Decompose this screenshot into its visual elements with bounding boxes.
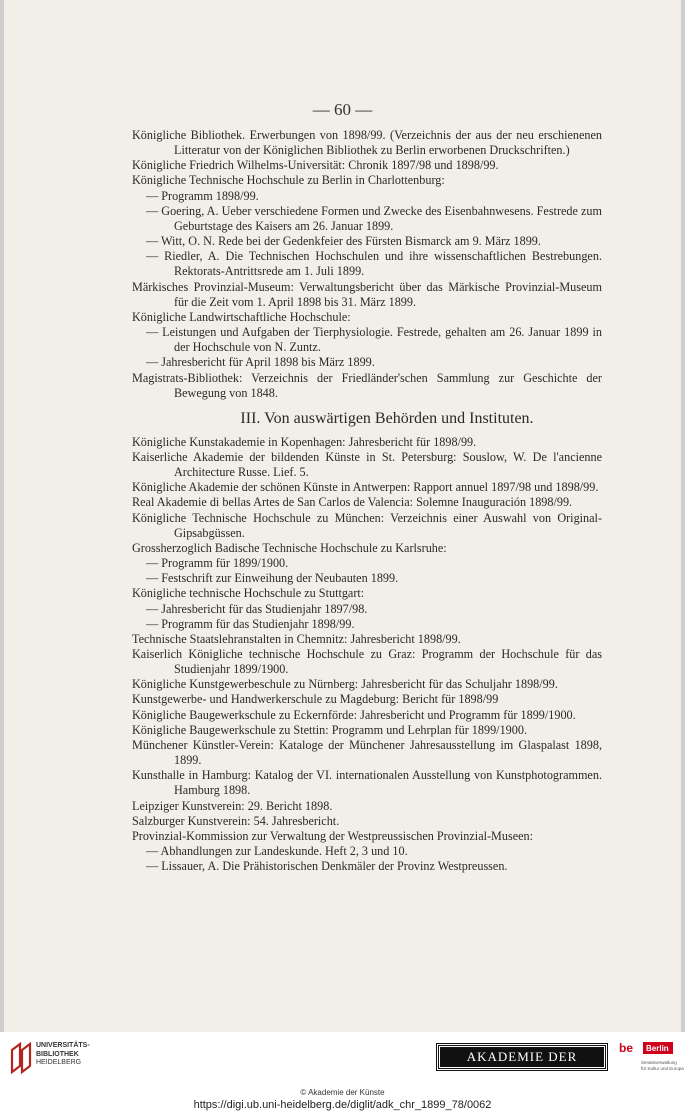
catalog-entry: Königliche Kunstakademie in Kopenhagen: Jahresbericht für 1898/99. bbox=[132, 434, 477, 449]
section-foreign-institutions bbox=[132, 435, 602, 875]
berlin-sub-2: für Kultur und Europa bbox=[641, 1066, 684, 1071]
catalog-entry: Königliche Technische Hochschule zu München: Verzeichnis einer Auswahl von Original-Gipsabgüssen. bbox=[132, 510, 602, 540]
catalog-entry: Münchener Künstler-Verein: Kataloge der Münchener Jahresausstellung im Glaspalast 1898, 1899. bbox=[132, 737, 602, 768]
catalog-entry: Königliche Technische Hochschule zu Berlin in Charlottenburg: bbox=[132, 173, 445, 188]
catalog-entry: Königliche Friedrich Wilhelms-Universität: Chronik 1897/98 und 1898/99. bbox=[132, 158, 499, 173]
sub-entry: — Jahresbericht für das Studienjahr 1897/98. bbox=[146, 601, 368, 616]
copyright-notice: © Akademie der Künste bbox=[300, 1088, 385, 1097]
catalog-entry: Grossherzoglich Badische Technische Hochschule zu Karlsruhe: bbox=[132, 540, 447, 555]
university-line-1: UNIVERSITÄTS- bbox=[36, 1042, 90, 1049]
catalog-entry: Salzburger Kunstverein: 54. Jahresbericht. bbox=[132, 813, 340, 828]
sub-entry: — Leistungen und Aufgaben der Tierphysiologie. Festrede, gehalten am 26. Januar 1899 in der Hochschule von N. Zuntz. bbox=[146, 325, 602, 355]
sub-entry: — Jahresbericht für April 1898 bis März 1899. bbox=[146, 355, 375, 370]
section-berlin-institutions bbox=[132, 128, 602, 401]
catalog-entry: Magistrats-Bibliothek: Verzeichnis der Friedländer'schen Sammlung zur Geschichte der Bewegung von 1848. bbox=[132, 370, 602, 400]
catalog-entry: Leipziger Kunstverein: 29. Bericht 1898. bbox=[132, 798, 333, 813]
catalog-entry: Märkisches Provinzial-Museum: Verwaltungsbericht über das Märkische Provinzial-Museum für die Zeit vom 1. April 1898 bis 31. März 1899. bbox=[132, 279, 602, 309]
university-line-2: BIBLIOTHEK bbox=[36, 1050, 79, 1058]
catalog-entry: Königliche Akademie der schönen Künste in Antwerpen: Rapport annuel 1897/98 und 1898/99. bbox=[132, 480, 599, 495]
sub-entry: — Witt, O. N. Rede bei der Gedenkfeier des Fürsten Bismarck am 9. März 1899. bbox=[146, 234, 541, 249]
document-url-link[interactable]: https://digi.ub.uni-heidelberg.de/diglit/adk_chr_1899_78/0062 bbox=[193, 1099, 492, 1111]
university-library-text bbox=[36, 1042, 90, 1068]
sub-entry: — Riedler, A. Die Technischen Hochschulen und ihre wissenschaftlichen Bestrebungen. Rektorats-Antrittsrede am 1. Juli 1899. bbox=[146, 249, 602, 279]
catalog-entry: Königliche Bibliothek. Erwerbungen von 1898/99. (Verzeichnis der aus der neu erschienenen Litteratur von der Königlichen Bibliothek zu Berlin erworbenen Druckschriften.) bbox=[132, 128, 602, 158]
catalog-entry: Königliche Baugewerkschule zu Stettin: Programm und Lehrplan für 1899/1900. bbox=[132, 722, 527, 737]
catalog-entry: Königliche Kunstgewerbeschule zu Nürnberg: Jahresbericht für das Schuljahr 1898/99. bbox=[132, 677, 558, 692]
sub-entry: — Festschrift zur Einweihung der Neubauten 1899. bbox=[146, 571, 399, 586]
sub-entry: — Programm für 1899/1900. bbox=[146, 556, 289, 571]
catalog-entry: Provinzial-Kommission zur Verwaltung der Westpreussischen Provinzial-Museen: bbox=[132, 828, 534, 843]
berlin-sub-1: Senatsverwaltung bbox=[641, 1060, 677, 1065]
sub-entry: — Goering, A. Ueber verschiedene Formen und Zwecke des Eisenbahnwesens. Festrede zum Geburtstage des Kaisers am 26. Januar 1899. bbox=[146, 203, 602, 233]
catalog-entry: Königliche Landwirtschaftliche Hochschule: bbox=[132, 309, 351, 324]
berlin-senate-logo-icon bbox=[619, 1040, 684, 1080]
catalog-entry: Real Akademie di bellas Artes de San Carlos de Valencia: Solemne Inauguración 1898/99. bbox=[132, 495, 573, 510]
sub-entry: — Lissauer, A. Die Prähistorischen Denkmäler der Provinz Westpreussen. bbox=[146, 859, 508, 874]
catalog-entry: Kaiserliche Akademie der bildenden Künste in St. Petersburg: Souslow, W. De l'ancienne Architecture Russe. Lief. 5. bbox=[132, 449, 602, 480]
section-heading: III. Von auswärtigen Behörden und Instituten. bbox=[240, 409, 534, 427]
catalog-entry: Königliche Baugewerkschule zu Eckernförde: Jahresbericht und Programm für 1899/1900. bbox=[132, 707, 576, 722]
page-number: — 60 — bbox=[312, 100, 373, 119]
berlin-label: Berlin bbox=[646, 1044, 669, 1053]
akademie-der-kuenste-logo[interactable]: AKADEMIE DER KÜNSTE bbox=[437, 1044, 607, 1070]
page-content bbox=[132, 128, 602, 874]
sub-entry: — Abhandlungen zur Landeskunde. Heft 2, 3 und 10. bbox=[146, 844, 408, 859]
catalog-entry: Technische Staatslehranstalten in Chemnitz: Jahresbericht 1898/99. bbox=[132, 631, 461, 646]
scanned-page bbox=[4, 0, 681, 1032]
sub-entry: — Programm für das Studienjahr 1898/99. bbox=[146, 616, 355, 631]
catalog-entry: Kunsthalle in Hamburg: Katalog der VI. internationalen Ausstellung von Kunstphotogrammen. Hamburg 1898. bbox=[132, 768, 602, 798]
university-line-3: HEIDELBERG bbox=[36, 1059, 82, 1066]
catalog-entry: Königliche technische Hochschule zu Stuttgart: bbox=[132, 586, 365, 601]
sub-entry: — Programm 1898/99. bbox=[146, 188, 259, 203]
catalog-entry: Kunstgewerbe- und Handwerkerschule zu Magdeburg: Bericht für 1898/99 bbox=[132, 692, 499, 707]
catalog-entry: Kaiserlich Königliche technische Hochschule zu Graz: Programm der Hochschule für das Studienjahr 1899/1900. bbox=[132, 647, 602, 677]
svg-text:be: be bbox=[619, 1041, 634, 1055]
